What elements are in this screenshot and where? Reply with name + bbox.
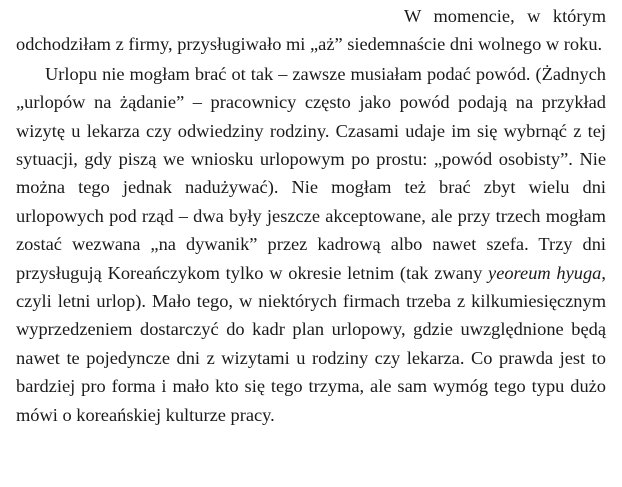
paragraph-text-start: Urlopu nie mogłam brać ot tak – zawsze musiałam podać powód. (Żadnych „urlopów na żądanie” – pracownicy często jako powód podają na przykład wizytę u lekarza czy odwiedziny rodziny. Czasami udaje im się wybrnąć z tej sytuacji, gdy piszą we wniosku urlopowym po prostu: „powód osobisty”. Nie można tego jednak nadużywać). Nie mogłam też brać zbyt wielu dni urlopowych pod rząd – dwa były jeszcze akceptowane, ale przy trzech mogłam zostać wezwana „na dywanik” przez kadrową albo nawet szefa. Trzy dni przysługują Koreańczykom tylko w okresie letnim (tak zwany (16, 63, 606, 283)
italic-term: yeoreum hyuga (488, 262, 602, 283)
paragraph-text-end: , czyli letni urlop). Mało tego, w niektórych firmach trzeba z kilkumiesięcznym wyprzedzeniem dostarczyć do kadr plan urlopowy, gdzie uwzględnione będą nawet te pojedyncze dni z wizytami u rodziny czy lekarza. Co prawda jest to bardziej pro forma i mało kto się tego trzyma, ale sam wymóg tego typu dużo mówi o koreańskiej kulturze pracy. (16, 262, 606, 425)
paragraph-leave-days: W momencie, w którym odchodziłam z firmy, przysługiwało mi „aż” siedemnaście dni wolnego w roku. (16, 6, 606, 55)
document-page (16, 2, 606, 429)
paragraph-leave-rules (16, 60, 606, 429)
